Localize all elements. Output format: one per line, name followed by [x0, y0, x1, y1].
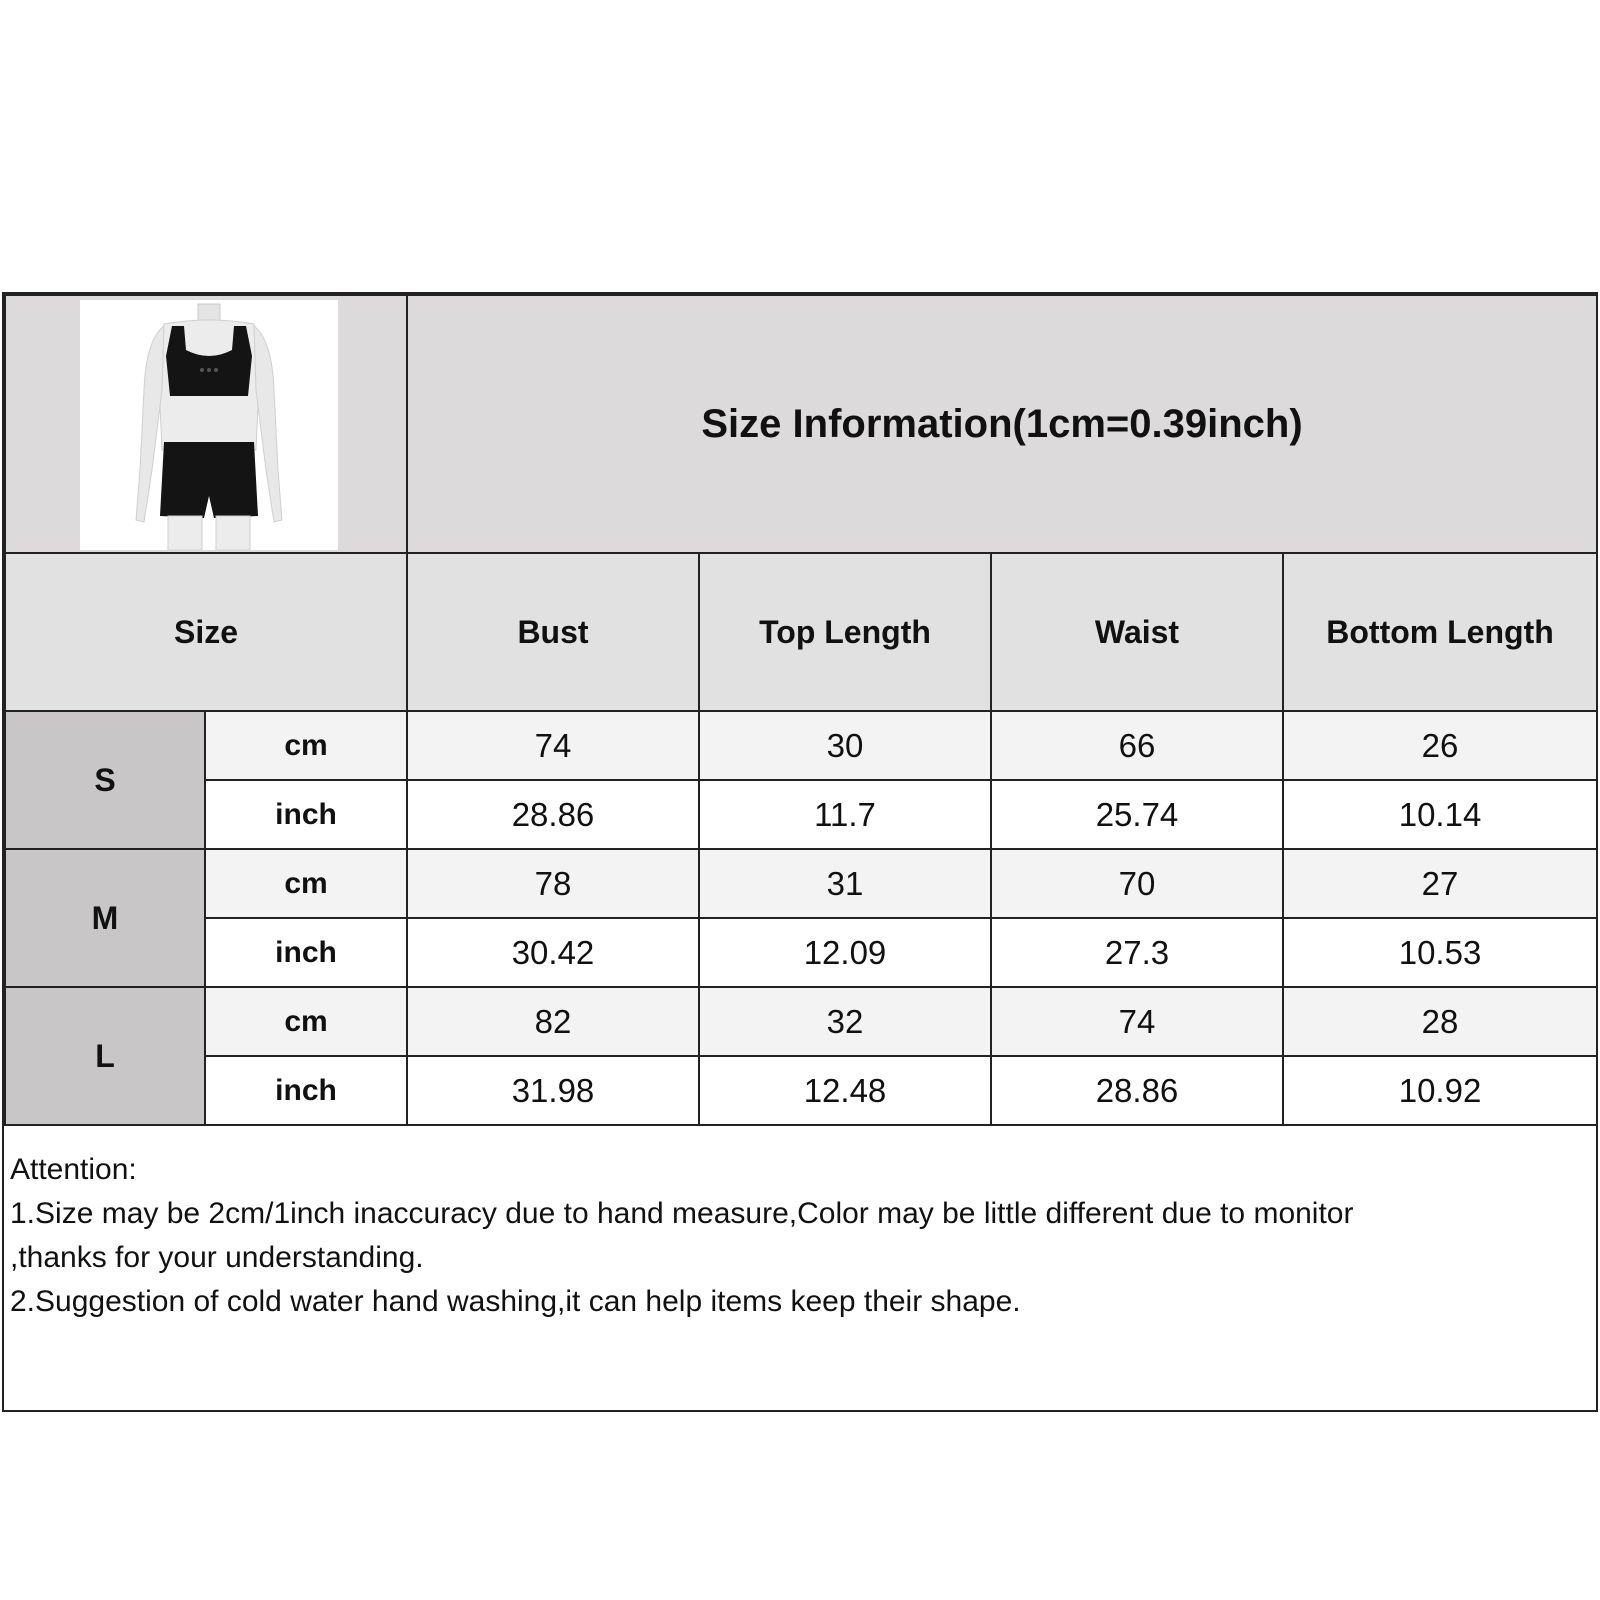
size-label-s: S [5, 711, 205, 849]
table-cell: 74 [407, 711, 699, 780]
table-cell: 26 [1283, 711, 1597, 780]
table-cell: 82 [407, 987, 699, 1056]
attention-line: 1.Size may be 2cm/1inch inaccuracy due to hand measure,Color may be little different due to monitor [10, 1197, 1354, 1230]
table-cell: 66 [991, 711, 1283, 780]
unit-label: inch [205, 918, 407, 987]
size-label-m: M [5, 849, 205, 987]
attention-heading: Attention: [10, 1153, 137, 1186]
unit-label: cm [205, 987, 407, 1056]
size-s-cm-row [5, 711, 1597, 780]
table-cell: 31.98 [407, 1056, 699, 1125]
product-image-cell [5, 295, 407, 553]
table-cell: 12.48 [699, 1056, 991, 1125]
size-label-l: L [5, 987, 205, 1125]
bottom-length-column-header: Bottom Length [1283, 553, 1597, 711]
product-photo [80, 300, 338, 550]
size-table [4, 294, 1598, 1126]
table-cell: 11.7 [699, 780, 991, 849]
size-m-cm-row [5, 849, 1597, 918]
size-chart-sheet [2, 292, 1598, 1412]
unit-label: inch [205, 780, 407, 849]
unit-label: cm [205, 711, 407, 780]
table-cell: 10.53 [1283, 918, 1597, 987]
bust-column-header: Bust [407, 553, 699, 711]
top-length-column-header: Top Length [699, 553, 991, 711]
title-row [5, 295, 1597, 553]
size-information-title: Size Information(1cm=0.39inch) [407, 295, 1597, 553]
size-m-inch-row [5, 918, 1597, 987]
unit-label: cm [205, 849, 407, 918]
table-cell: 27 [1283, 849, 1597, 918]
table-cell: 28.86 [407, 780, 699, 849]
table-cell: 12.09 [699, 918, 991, 987]
table-cell: 70 [991, 849, 1283, 918]
table-cell: 78 [407, 849, 699, 918]
table-cell: 31 [699, 849, 991, 918]
attention-notes [10, 1148, 1570, 1324]
table-cell: 74 [991, 987, 1283, 1056]
table-cell: 25.74 [991, 780, 1283, 849]
table-cell: 28 [1283, 987, 1597, 1056]
waist-column-header: Waist [991, 553, 1283, 711]
table-cell: 10.92 [1283, 1056, 1597, 1125]
attention-line: 2.Suggestion of cold water hand washing,it can help items keep their shape. [10, 1285, 1021, 1318]
table-cell: 28.86 [991, 1056, 1283, 1125]
size-l-cm-row [5, 987, 1597, 1056]
header-row [5, 553, 1597, 711]
table-cell: 30.42 [407, 918, 699, 987]
size-l-inch-row [5, 1056, 1597, 1125]
table-cell: 32 [699, 987, 991, 1056]
size-s-inch-row [5, 780, 1597, 849]
attention-line: ,thanks for your understanding. [10, 1241, 424, 1274]
size-column-header: Size [5, 553, 407, 711]
table-cell: 30 [699, 711, 991, 780]
table-cell: 10.14 [1283, 780, 1597, 849]
unit-label: inch [205, 1056, 407, 1125]
table-cell: 27.3 [991, 918, 1283, 987]
